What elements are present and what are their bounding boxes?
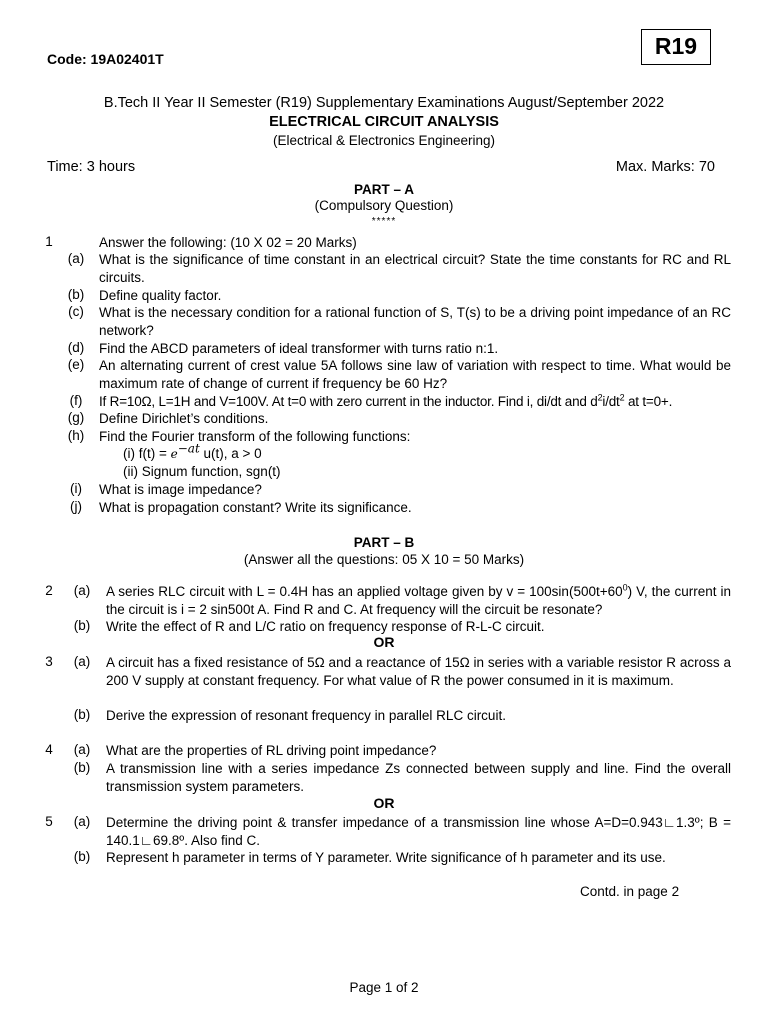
- item-text: Represent h parameter in terms of Y parameter. Write significance of h parameter and its use.: [106, 850, 666, 865]
- item-label: (b): [67, 287, 85, 302]
- question-number: 2: [45, 583, 53, 598]
- item-text: Find the ABCD parameters of ideal transformer with turns ratio n:1.: [99, 341, 499, 356]
- max-marks: Max. Marks: 70: [615, 159, 715, 175]
- or-separator: OR: [373, 795, 395, 811]
- item-text: Define quality factor.: [99, 288, 222, 303]
- question-number: 5: [45, 814, 53, 829]
- item-text: What is image impedance?: [99, 482, 262, 497]
- branch-name: (Electrical & Electronics Engineering): [272, 133, 496, 148]
- question-number: 1: [45, 234, 53, 249]
- item-label: (a): [73, 742, 91, 757]
- continued-note: Contd. in page 2: [580, 884, 680, 899]
- part-a-subtitle: (Compulsory Question): [314, 198, 454, 213]
- item-label: (j): [70, 499, 82, 514]
- item-label: (b): [73, 707, 91, 722]
- item-text: What is the necessary condition for a rational function of S, T(s) to be a driving point impedance of an RC network?: [99, 305, 731, 338]
- item-text: If R=10Ω, L=1H and V=100V. At t=0 with zero current in the inductor. Find i, di/dt and $d^2i/dt^2$ at t=0+.: [99, 392, 673, 409]
- item-text: Derive the expression of resonant frequency in parallel RLC circuit.: [106, 708, 506, 723]
- item-label: (h): [67, 428, 85, 443]
- item-label: (b): [73, 849, 91, 864]
- item-text: A transmission line with a series impedance Zs connected between supply and line. Find the overall transmission system parameters.: [106, 761, 731, 794]
- item-label: (g): [67, 410, 85, 425]
- regulation-box: R19: [641, 29, 711, 65]
- question-number: 3: [45, 654, 53, 669]
- item-label: (a): [73, 583, 91, 598]
- item-text: Determine the driving point & transfer impedance of a transmission line whose A=D=0.943∟1.3º; B = 140.1∟69.8º. Also find C.: [106, 815, 731, 848]
- item-label: (a): [73, 814, 91, 829]
- item-text: What are the properties of RL driving point impedance?: [106, 743, 437, 758]
- item-text: Write the effect of R and L/C ratio on frequency response of R-L-C circuit.: [106, 619, 545, 634]
- paper-code: Code: 19A02401T: [47, 51, 164, 67]
- item-text: Define Dirichlet’s conditions.: [99, 411, 269, 426]
- item-text: Find the Fourier transform of the following functions:: [99, 429, 411, 444]
- item-text: A circuit has a fixed resistance of 5Ω and a reactance of 15Ω in series with a variable resistor R across a 200 V supply at constant frequency. For what value of R the power consumed in it is maximum.: [106, 655, 731, 688]
- item-label: (f): [69, 393, 83, 408]
- sub-item: (i) $f(t) = e^{-at}$ u(t), a > 0: [123, 441, 262, 461]
- item-label: (a): [73, 654, 91, 669]
- item-label: (d): [67, 340, 85, 355]
- item-text: A series RLC circuit with L = 0.4H has an applied voltage given by $v = 100\sin(500t+60^0)$ V, the current in the circuit is i = 2 sin500t A. Find R and C. At frequency will the circuit be resonate?: [106, 582, 731, 617]
- item-label: (i): [70, 481, 82, 496]
- item-label: (a): [67, 251, 85, 266]
- item-label: (c): [68, 304, 84, 319]
- subject-title: ELECTRICAL CIRCUIT ANALYSIS: [269, 114, 499, 130]
- item-text: What is propagation constant? Write its significance.: [99, 500, 412, 515]
- part-b-title: PART – B: [353, 535, 415, 550]
- part-b-subtitle: (Answer all the questions: 05 X 10 = 50 Marks): [243, 552, 525, 567]
- item-text: An alternating current of crest value 5A follows sine law of variation with respect to time. What would be maximum rate of change of current if frequency be 60 Hz?: [99, 358, 731, 391]
- exam-title: B.Tech II Year II Semester (R19) Supplementary Examinations August/September 2022: [103, 95, 665, 111]
- item-text: What is the significance of time constant in an electrical circuit? State the time constants for RC and RL circuits.: [99, 252, 731, 285]
- item-label: (b): [73, 618, 91, 633]
- part-a-title: PART – A: [353, 182, 414, 197]
- part-a-instruction: Answer the following: (10 X 02 = 20 Marks): [99, 235, 357, 250]
- stars-divider: *****: [371, 216, 397, 227]
- question-number: 4: [45, 742, 53, 757]
- sub-item: (ii) Signum function, sgn(t): [123, 464, 281, 479]
- item-label: (b): [73, 760, 91, 775]
- item-label: (e): [67, 357, 85, 372]
- page-number: Page 1 of 2: [349, 980, 419, 995]
- or-separator: OR: [373, 634, 395, 650]
- exam-time: Time: 3 hours: [47, 159, 136, 175]
